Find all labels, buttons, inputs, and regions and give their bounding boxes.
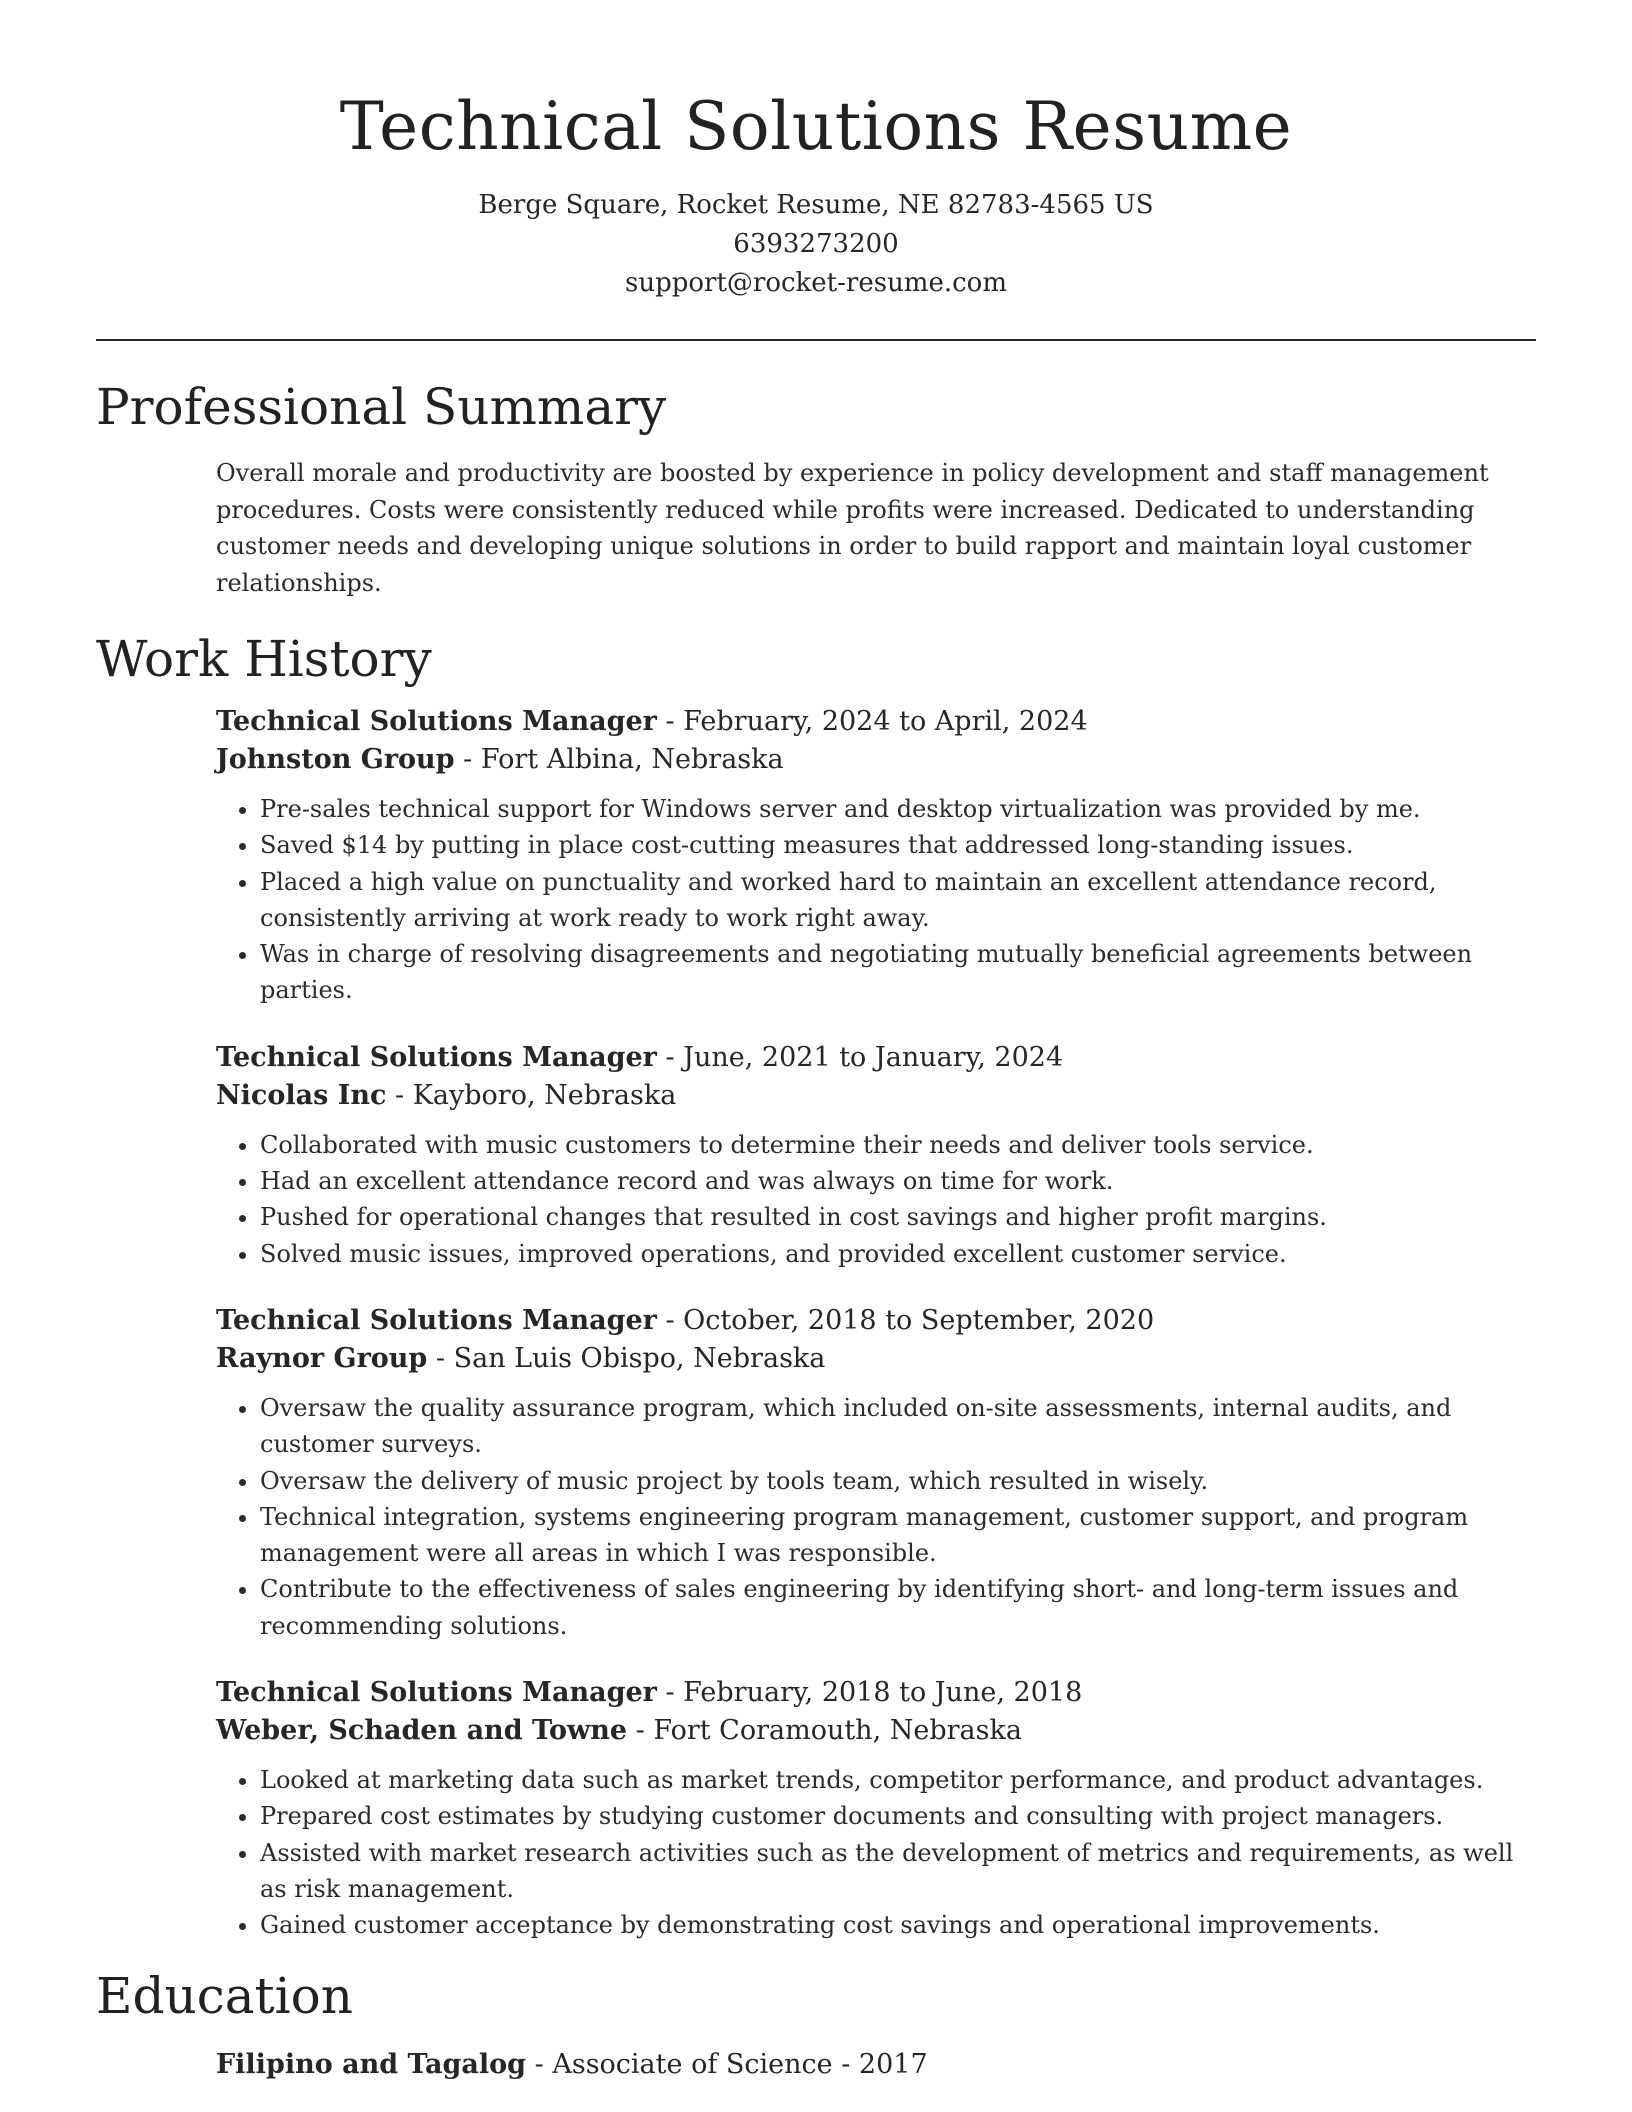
job-company: Weber, Schaden and Towne xyxy=(216,1715,628,1747)
job-title-line xyxy=(216,703,1536,741)
job-title-line xyxy=(216,1039,1536,1077)
job-entry xyxy=(216,1039,1536,1272)
job-bullets xyxy=(216,791,1536,1009)
summary-heading: Professional Summary xyxy=(96,378,667,436)
job-dates: - June, 2021 to January, 2024 xyxy=(656,1041,1064,1073)
resume-page xyxy=(96,0,1536,2084)
job-location: - Fort Coramouth, Nebraska xyxy=(627,1715,1022,1747)
job-title-line xyxy=(216,1674,1536,1712)
job-bullet: • Contribute to the effectiveness of sales engineering by identifying short- and long-term issues and recommending solutions. xyxy=(260,1571,1536,1644)
job-location: - Fort Albina, Nebraska xyxy=(454,744,784,775)
job-title-line xyxy=(216,1302,1536,1340)
contact-info xyxy=(96,186,1536,303)
education-heading: Education xyxy=(96,1966,353,2025)
job-dates: - February, 2018 to June, 2018 xyxy=(656,1677,1083,1709)
resume-header xyxy=(96,0,1536,303)
job-company-line xyxy=(216,741,1536,779)
contact-phone: 6393273200 xyxy=(733,229,899,259)
header-divider xyxy=(96,339,1536,341)
resume-title: Technical Solutions Resume xyxy=(339,88,1293,165)
education-school: Filipino and Tagalog xyxy=(216,2048,527,2080)
job-bullets xyxy=(216,1127,1536,1272)
job-bullet: • Gained customer acceptance by demonstrating cost savings and operational improvements. xyxy=(260,1907,1536,1943)
job-title: Technical Solutions Manager xyxy=(216,1304,657,1336)
job-entry xyxy=(216,1302,1536,1644)
job-bullet: • Was in charge of resolving disagreements and negotiating mutually beneficial agreements between parties. xyxy=(260,936,1536,1009)
job-company-line xyxy=(216,1712,1536,1750)
job-title: Technical Solutions Manager xyxy=(216,706,657,737)
job-location: - Kayboro, Nebraska xyxy=(386,1079,677,1111)
job-bullet: • Looked at marketing data such as market trends, competitor performance, and product advantages. xyxy=(260,1762,1536,1798)
job-bullets xyxy=(216,1390,1536,1644)
job-bullet: • Placed a high value on punctuality and worked hard to maintain an excellent attendance record, consistently arriving at work ready to work right away. xyxy=(260,864,1536,937)
education-details: - Associate of Science - 2017 xyxy=(526,2048,928,2080)
job-bullet: • Saved $14 by putting in place cost-cutting measures that addressed long-standing issues. xyxy=(260,827,1536,863)
job-bullets xyxy=(216,1762,1536,1943)
job-company-line xyxy=(216,1340,1536,1378)
job-dates: - February, 2024 to April, 2024 xyxy=(656,706,1088,737)
job-dates: - October, 2018 to September, 2020 xyxy=(656,1304,1155,1336)
job-company: Johnston Group xyxy=(216,744,455,775)
job-bullet: • Technical integration, systems engineering program management, customer support, and program management were all areas in which I was responsible. xyxy=(260,1499,1536,1572)
contact-address: Berge Square, Rocket Resume, NE 82783-4565 US xyxy=(478,190,1154,220)
contact-email: support@rocket-resume.com xyxy=(624,268,1007,298)
job-location: - San Luis Obispo, Nebraska xyxy=(427,1342,826,1374)
job-bullet: • Oversaw the quality assurance program, which included on-site assessments, internal audits, and customer surveys. xyxy=(260,1390,1536,1463)
summary-text: Overall morale and productivity are boosted by experience in policy development and staff management procedures. Costs were consistently reduced while profits were increased. Dedicated to understanding customer needs and developing unique solutions in order to build rapport and maintain loyal customer relationships. xyxy=(216,459,1489,597)
job-entry xyxy=(216,1674,1536,1943)
education-entry xyxy=(216,2046,1536,2084)
job-title: Technical Solutions Manager xyxy=(216,1677,657,1709)
work-history-heading: Work History xyxy=(96,630,432,688)
job-bullet: • Had an excellent attendance record and was always on time for work. xyxy=(260,1163,1536,1199)
job-bullet: • Oversaw the delivery of music project by tools team, which resulted in wisely. xyxy=(260,1463,1536,1499)
job-company: Nicolas Inc xyxy=(216,1079,387,1111)
job-bullet: • Pushed for operational changes that resulted in cost savings and higher profit margins. xyxy=(260,1199,1536,1235)
job-company-line xyxy=(216,1077,1536,1115)
job-entry xyxy=(216,703,1536,1009)
work-history-list xyxy=(216,703,1536,1944)
job-bullet: • Assisted with market research activities such as the development of metrics and requirements, as well as risk management. xyxy=(260,1835,1536,1908)
job-bullet: • Collaborated with music customers to determine their needs and deliver tools service. xyxy=(260,1127,1536,1163)
job-company: Raynor Group xyxy=(216,1342,428,1374)
job-bullet: • Pre-sales technical support for Windows server and desktop virtualization was provided by me. xyxy=(260,791,1536,827)
job-title: Technical Solutions Manager xyxy=(216,1041,657,1073)
job-bullet: • Solved music issues, improved operations, and provided excellent customer service. xyxy=(260,1236,1536,1272)
job-bullet: • Prepared cost estimates by studying customer documents and consulting with project managers. xyxy=(260,1798,1536,1834)
